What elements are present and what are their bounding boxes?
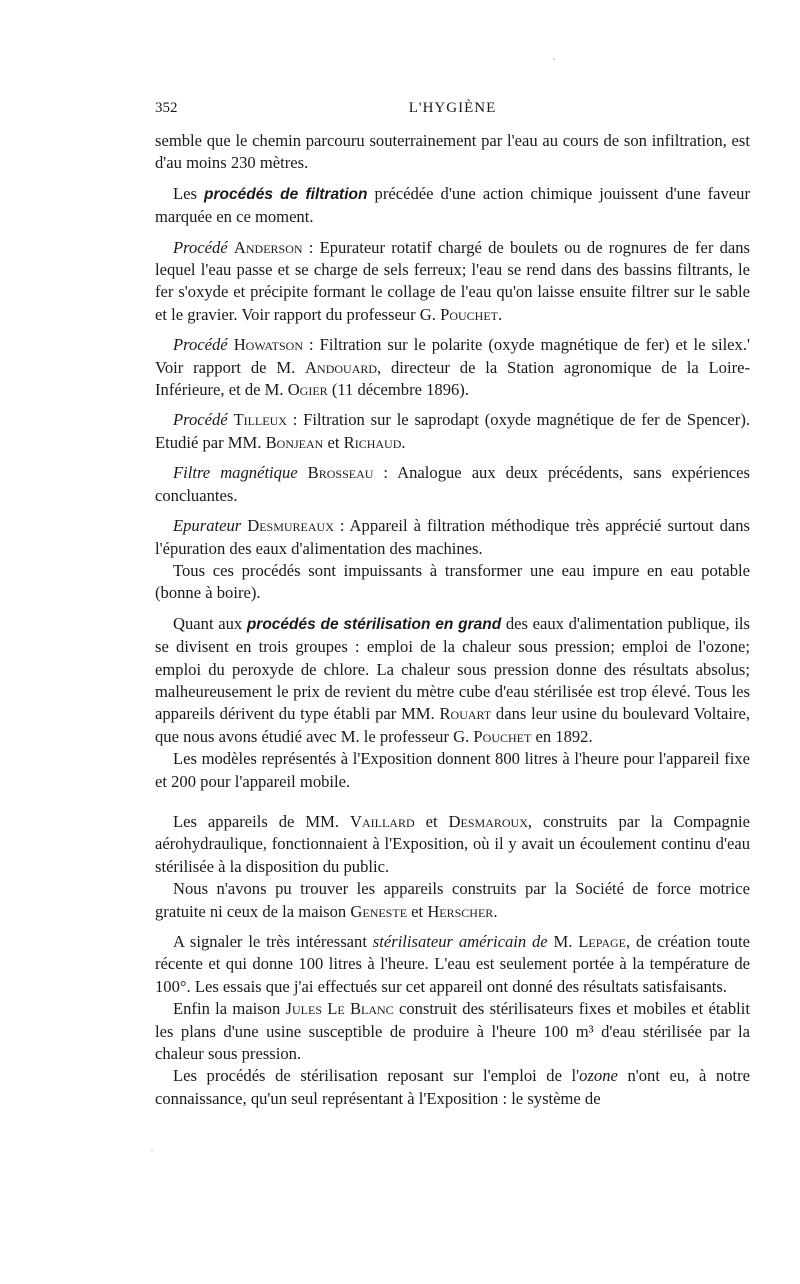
- paragraph-anderson: Procédé Anderson : Epurateur rotatif chargé de boulets ou de rognures de fer dans lequel l'eau passe et se charge de sels ferreux; l'eau se rend dans des bassins filtrants, le fer s'oxyde et précipite formant le collage de l'eau qu'on laisse ensuite filtrer sur le sable et le gravier. Voir rapport du professeur G. Pouchet.: [155, 237, 750, 324]
- paragraph-1: semble que le chemin parcouru souterrainement par l'eau au cours de son infiltration, est d'au moins 230 mètres.: [155, 131, 750, 173]
- paragraph-modeles: Les modèles représentés à l'Exposition donnent 800 litres à l'heure pour l'appareil fixe et 200 pour l'appareil mobile.: [155, 749, 750, 791]
- paragraph-sterilisation: Quant aux procédés de stérilisation en grand des eaux d'alimentation publique, ils se divisent en trois groupes : emploi de la chaleur sous pression; emploi de l'ozone; emploi du peroxyde de chlore. La chaleur sous pression donne des résultats absolus; malheureusement le prix de revient du mètre cube d'eau stérilisée est trop élevé. Tous les appareils dérivent du type établi par MM. Rouart dans leur usine du boulevard Voltaire, que nous avons étudié avec M. le professeur G. Pouchet en 1892.: [155, 613, 750, 746]
- paragraph-societe: Nous n'avons pu trouver les appareils construits par la Société de force motrice gratuite ni ceux de la maison Geneste et Herscher.: [155, 879, 750, 921]
- page-header: [155, 100, 750, 122]
- paragraph-desmureaux: Epurateur Desmureaux : Appareil à filtration méthodique très apprécié surtout dans l'épuration des eaux d'alimentation des machines.: [155, 516, 750, 558]
- paragraph-impuissants: Tous ces procédés sont impuissants à transformer une eau impure en eau potable (bonne à boire).: [155, 560, 750, 603]
- paragraph-2: Les procédés de filtration précédée d'une action chimique jouissent d'une faveur marquée en ce moment.: [155, 183, 750, 227]
- paragraph-ozone: Les procédés de stérilisation reposant sur l'emploi de l'ozone n'ont eu, à notre connaissance, qu'un seul représentant à l'Exposition : le système de: [155, 1066, 751, 1108]
- scan-speck: ·: [552, 52, 556, 66]
- paragraph-tilleux: Procédé Tilleux : Filtration sur le saprodapt (oxyde magnétique de fer de Spencer). Etudié par MM. Bonjean et Richaud.: [155, 410, 750, 452]
- body-text: [155, 130, 750, 1110]
- page-number: 352: [155, 100, 178, 116]
- scan-speck: ·: [150, 1143, 154, 1157]
- paragraph-leblanc: Enfin la maison Jules Le Blanc construit des stérilisateurs fixes et mobiles et établit les plans d'une usine susceptible de produire à l'heure 100 m³ d'eau stérilisée par la chaleur sous pression.: [155, 999, 750, 1064]
- paragraph-lepage: A signaler le très intéressant stérilisateur américain de M. Lepage, de création toute récente et qui donne 100 litres à l'heure. L'eau est seulement portée à la température de 100°. Les essais que j'ai effectués sur cet appareil ont donné des résultats satisfaisants.: [155, 932, 751, 996]
- paragraph-brosseau: Filtre magnétique Brosseau : Analogue aux deux précédents, sans expériences concluantes.: [155, 463, 750, 505]
- paragraph-vaillard: Les appareils de MM. Vaillard et Desmaroux, construits par la Compagnie aérohydraulique, fonctionnaient à l'Exposition, où il y avait un écoulement continu d'eau stérilisée à la disposition du public.: [155, 811, 751, 876]
- running-title: L'HYGIÈNE: [408, 100, 497, 116]
- paragraph-howatson: Procédé Howatson : Filtration sur le polarite (oxyde magnétique de fer) et le silex.' Voir rapport de M. Andouard, directeur de la Station agronomique de la Loire-Inférieure, et de M. Ogier (11 décembre 1896).: [155, 335, 751, 400]
